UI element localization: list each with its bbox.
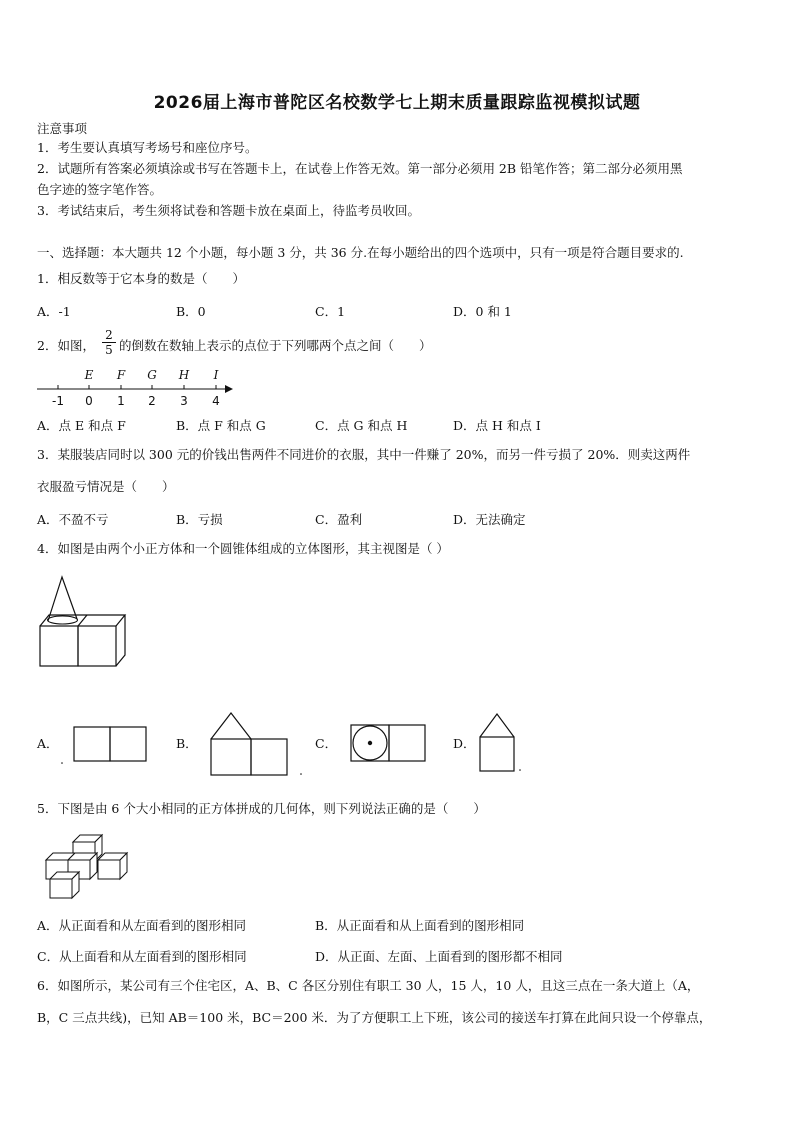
q4-solid-figure [37,575,132,670]
q2-option-d: D．点 H 和点 I [453,418,541,433]
q4-option-d-label: D． [453,736,476,751]
q2-fraction [102,328,116,357]
q4-stem: 4．如图是由两个小正方体和一个圆锥体组成的立体图形，其主视图是（ ） [37,541,449,556]
section-heading: 一、选择题：本大题共 12 个小题，每小题 3 分，共 36 分.在每小题给出的四个选项中，只有一项是符合题目要求的. [37,245,684,260]
arrow-icon [225,385,233,393]
q4-option-b-label: B． [176,736,198,751]
axis-number: 0 [85,394,93,408]
q5-stem: 5．下图是由 6 个大小相同的正方体拼成的几何体，则下列说法正确的是（ ） [37,801,486,816]
q5-option-b: B．从正面看和从上面看到的图形相同 [315,918,525,933]
axis-number: 2 [148,394,156,408]
axis-letter-g: G [147,368,157,382]
notice-item-2-cont: 色字迹的签字笔作答。 [37,182,163,197]
q1-option-c: C．1 [315,304,346,319]
q4-option-b-figure [205,710,305,780]
axis-number: -1 [52,394,64,408]
q2-number-line [37,365,237,410]
axis-number: 4 [212,394,220,408]
q2-prefix: 2．如图， [37,338,95,353]
q2-ticks [58,385,216,389]
q5-option-c: C．从上面看和从左面看到的图形相同 [37,949,247,964]
q3-option-a: A．不盈不亏 [37,512,109,527]
q2-option-a: A．点 E 和点 F [37,418,126,433]
q4-option-a-label: A． [37,736,59,751]
axis-letter-e: E [84,368,94,382]
q5-option-a: A．从正面看和从左面看到的图形相同 [37,918,247,933]
notice-item-1: 1．考生要认真填写考场号和座位序号。 [37,140,258,155]
q1-option-d: D．0 和 1 [453,304,512,319]
notice-heading: 注意事项 [37,121,88,136]
q2-suffix: 的倒数在数轴上表示的点位于下列哪两个点之间（ ） [119,338,432,353]
q3-line1: 3．某服装店同时以 300 元的价钱出售两件不同进价的衣服，其中一件赚了 20%，而另一件亏损了 20%．则卖这两件 [37,447,691,462]
q5-cube-figure [40,832,130,912]
axis-number: 3 [180,394,188,408]
q3-option-c: C．盈利 [315,512,363,527]
axis-letter-i: I [213,368,219,382]
page-title: 2026届上海市普陀区名校数学七上期末质量跟踪监视模拟试题 [153,93,641,113]
axis-number: 1 [117,394,125,408]
q3-option-d: D．无法确定 [453,512,526,527]
q4-option-a-figure [58,725,148,770]
q4-option-c-figure [345,723,435,768]
q4-option-d-figure [477,710,527,775]
q3-line2: 衣服盈亏情况是（ ） [37,479,175,494]
q6-line2: B，C 三点共线)，已知 AB＝100 米，BC＝200 米．为了方便职工上下班，该公司的接送车打算在此间只设一个停靠点， [37,1010,712,1025]
q5-option-d: D．从正面、左面、上面看到的图形都不相同 [315,949,563,964]
q2-option-b: B．点 F 和点 G [176,418,266,433]
q2-fraction-denominator: 5 [105,343,113,357]
notice-item-3: 3．考试结束后，考生须将试卷和答题卡放在桌面上，待监考员收回。 [37,203,420,218]
q2-fraction-numerator: 2 [102,328,116,343]
q1-stem: 1．相反数等于它本身的数是（ ） [37,271,245,286]
q1-option-b: B．0 [176,304,206,319]
q1-option-a: A．-1 [37,304,71,319]
notice-item-2: 2．试题所有答案必须填涂或书写在答题卡上，在试卷上作答无效。第一部分必须用 2B 铅笔作答；第二部分必须用黑 [37,161,683,176]
axis-letter-f: F [116,368,126,382]
q6-line1: 6．如图所示，某公司有三个住宅区，A、B、C 各区分别住有职工 30 人，15 人，10 人，且这三点在一条大道上（A， [37,978,700,993]
q3-option-b: B．亏损 [176,512,223,527]
axis-letter-h: H [178,368,190,382]
q2-option-c: C．点 G 和点 H [315,418,408,433]
q4-option-c-label: C． [315,736,338,751]
